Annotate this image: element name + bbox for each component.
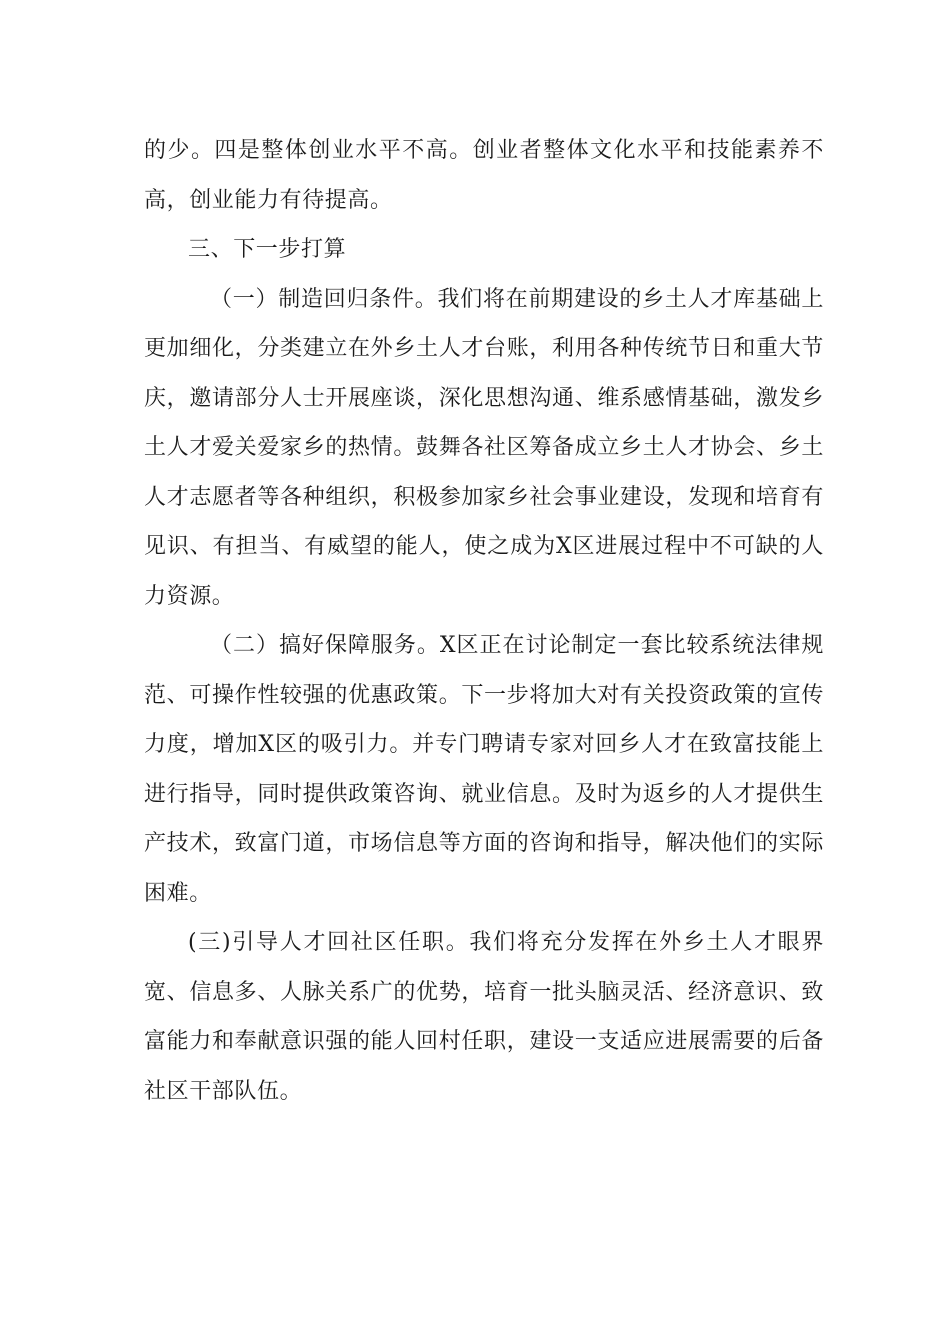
paragraph-item-2: （二）搞好保障服务。X区正在讨论制定一套比较系统法律规范、可操作性较强的优惠政策。下一步将加大对有关投资政策的宣传力度，增加X区的吸引力。并专门聘请专家对回乡人才在致富技能上进行指导，同时提供政策咨询、就业信息。及时为返乡的人才提供生产技术，致富门道，市场信息等方面的咨询和指导，解决他们的实际困难。 — [144, 633, 824, 906]
paragraph-continuation: 的少。四是整体创业水平不高。创业者整体文化水平和技能素养不高，创业能力有待提高。 — [144, 138, 824, 213]
section-heading: 三、下一步打算 — [188, 237, 347, 262]
paragraph-item-3: (三)引导人才回社区任职。我们将充分发挥在外乡土人才眼界宽、信息多、人脉关系广的优势，培育一批头脑灵活、经济意识、致富能力和奉献意识强的能人回村任职，建设一支适应进展需要的后备社区干部队伍。 — [144, 930, 824, 1104]
document-body — [144, 126, 824, 1116]
paragraph-item-1: （一）制造回归条件。我们将在前期建设的乡土人才库基础上更加细化，分类建立在外乡土人才台账，利用各种传统节日和重大节庆，邀请部分人士开展座谈，深化思想沟通、维系感情基础，激发乡土人才爱关爱家乡的热情。鼓舞各社区筹备成立乡土人才协会、乡土人才志愿者等各种组织，积极参加家乡社会事业建设，发现和培育有见识、有担当、有威望的能人，使之成为X区进展过程中不可缺的人力资源。 — [144, 286, 824, 609]
